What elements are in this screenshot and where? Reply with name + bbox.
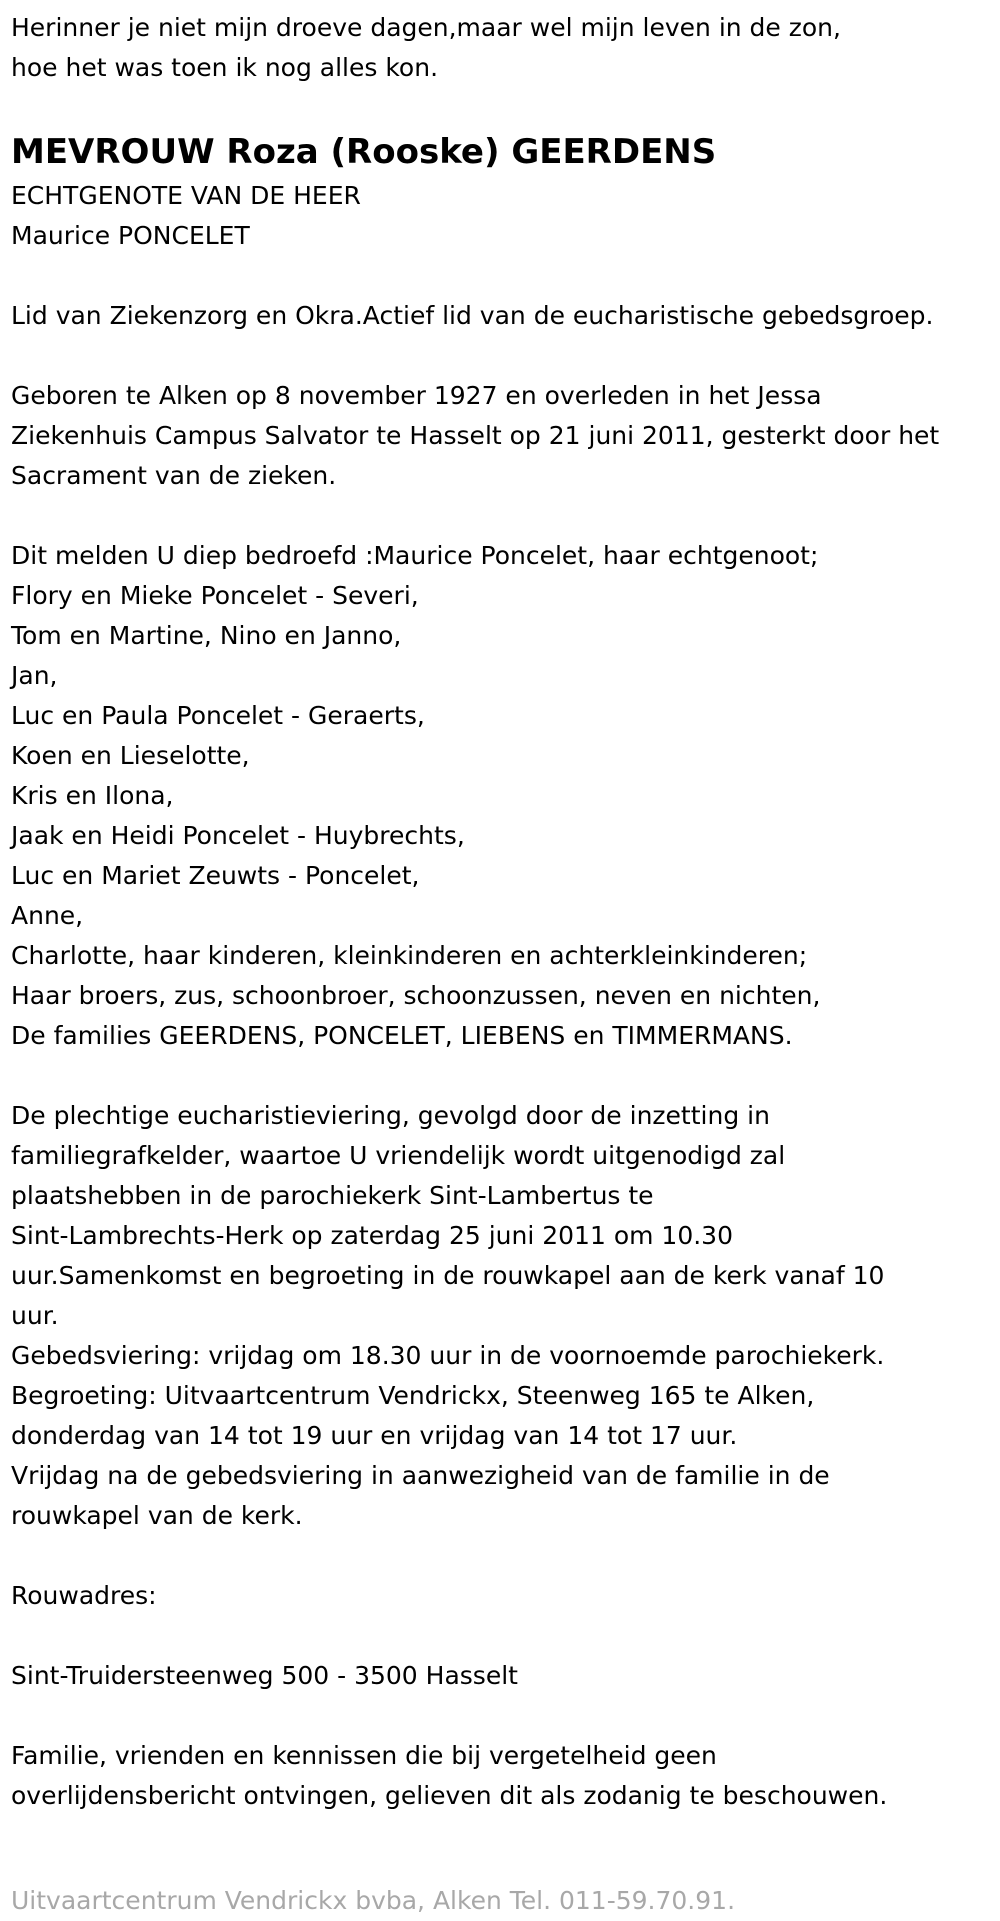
ceremony-line: De plechtige eucharistieviering, gevolgd door de inzetting in	[11, 1101, 770, 1130]
spouse-block	[11, 176, 1000, 256]
ceremony-line: Gebedsviering: vrijdag om 18.30 uur in de voornoemde parochiekerk.	[11, 1341, 885, 1370]
family-line: Charlotte, haar kinderen, kleinkinderen en achterkleinkinderen;	[11, 941, 808, 970]
family-line: Kris en Ilona,	[11, 781, 174, 810]
family-line: Dit melden U diep bedroefd :Maurice Poncelet, haar echtgenoot;	[11, 541, 819, 570]
family-line: Luc en Mariet Zeuwts - Poncelet,	[11, 861, 420, 890]
notice-block	[11, 1736, 1000, 1816]
poem-line: Herinner je niet mijn droeve dagen,maar wel mijn leven in de zon,	[11, 13, 841, 42]
family-line: Jan,	[11, 661, 58, 690]
ceremony-line: familiegrafkelder, waartoe U vriendelijk wordt uitgenodigd zal	[11, 1141, 786, 1170]
notice-line: overlijdensbericht ontvingen, gelieven dit als zodanig te beschouwen.	[11, 1781, 888, 1810]
notice-line: Familie, vrienden en kennissen die bij vergetelheid geen	[11, 1741, 717, 1770]
ceremony-line: plaatshebben in de parochiekerk Sint-Lambertus te	[11, 1181, 654, 1210]
ceremony-line: rouwkapel van de kerk.	[11, 1501, 303, 1530]
ceremony-line: uur.Samenkomst en begroeting in de rouwkapel aan de kerk vanaf 10	[11, 1261, 885, 1290]
spouse-line: Maurice PONCELET	[11, 221, 250, 250]
family-line: Tom en Martine, Nino en Janno,	[11, 621, 402, 650]
ceremony-line: Sint-Lambrechts-Herk op zaterdag 25 juni 2011 om 10.30	[11, 1221, 733, 1250]
address-label: Rouwadres:	[11, 1581, 157, 1610]
family-line: Anne,	[11, 901, 84, 930]
deceased-name: MEVROUW Roza (Rooske) GEERDENS	[11, 132, 717, 172]
mourning-address: Sint-Truidersteenweg 500 - 3500 Hasselt	[11, 1661, 518, 1690]
family-block	[11, 536, 1000, 1056]
family-line: Luc en Paula Poncelet - Geraerts,	[11, 701, 425, 730]
ceremony-line: Vrijdag na de gebedsviering in aanwezigheid van de familie in de	[11, 1461, 830, 1490]
ceremony-line: donderdag van 14 tot 19 uur en vrijdag van 14 tot 17 uur.	[11, 1421, 738, 1450]
family-line: De families GEERDENS, PONCELET, LIEBENS en TIMMERMANS.	[11, 1021, 793, 1050]
birth-death-line: Geboren te Alken op 8 november 1927 en overleden in het Jessa	[11, 381, 822, 410]
ceremony-line: Begroeting: Uitvaartcentrum Vendrickx, Steenweg 165 te Alken,	[11, 1381, 815, 1410]
spouse-line: ECHTGENOTE VAN DE HEER	[11, 181, 361, 210]
poem	[11, 8, 1000, 88]
membership-text: Lid van Ziekenzorg en Okra.Actief lid van de eucharistische gebedsgroep.	[11, 301, 934, 330]
poem-line: hoe het was toen ik nog alles kon.	[11, 53, 439, 82]
birth-death-block	[11, 376, 1000, 496]
family-line: Haar broers, zus, schoonbroer, schoonzussen, neven en nichten,	[11, 981, 821, 1010]
family-line: Jaak en Heidi Poncelet - Huybrechts,	[11, 821, 465, 850]
ceremony-block	[11, 1096, 1000, 1536]
family-line: Koen en Lieselotte,	[11, 741, 250, 770]
funeral-home-footer: Uitvaartcentrum Vendrickx bvba, Alken Tel. 011-59.70.91.	[11, 1886, 736, 1915]
family-line: Flory en Mieke Poncelet - Severi,	[11, 581, 419, 610]
birth-death-line: Ziekenhuis Campus Salvator te Hasselt op 21 juni 2011, gesterkt door het	[11, 421, 940, 450]
ceremony-line: uur.	[11, 1301, 59, 1330]
birth-death-line: Sacrament van de zieken.	[11, 461, 337, 490]
